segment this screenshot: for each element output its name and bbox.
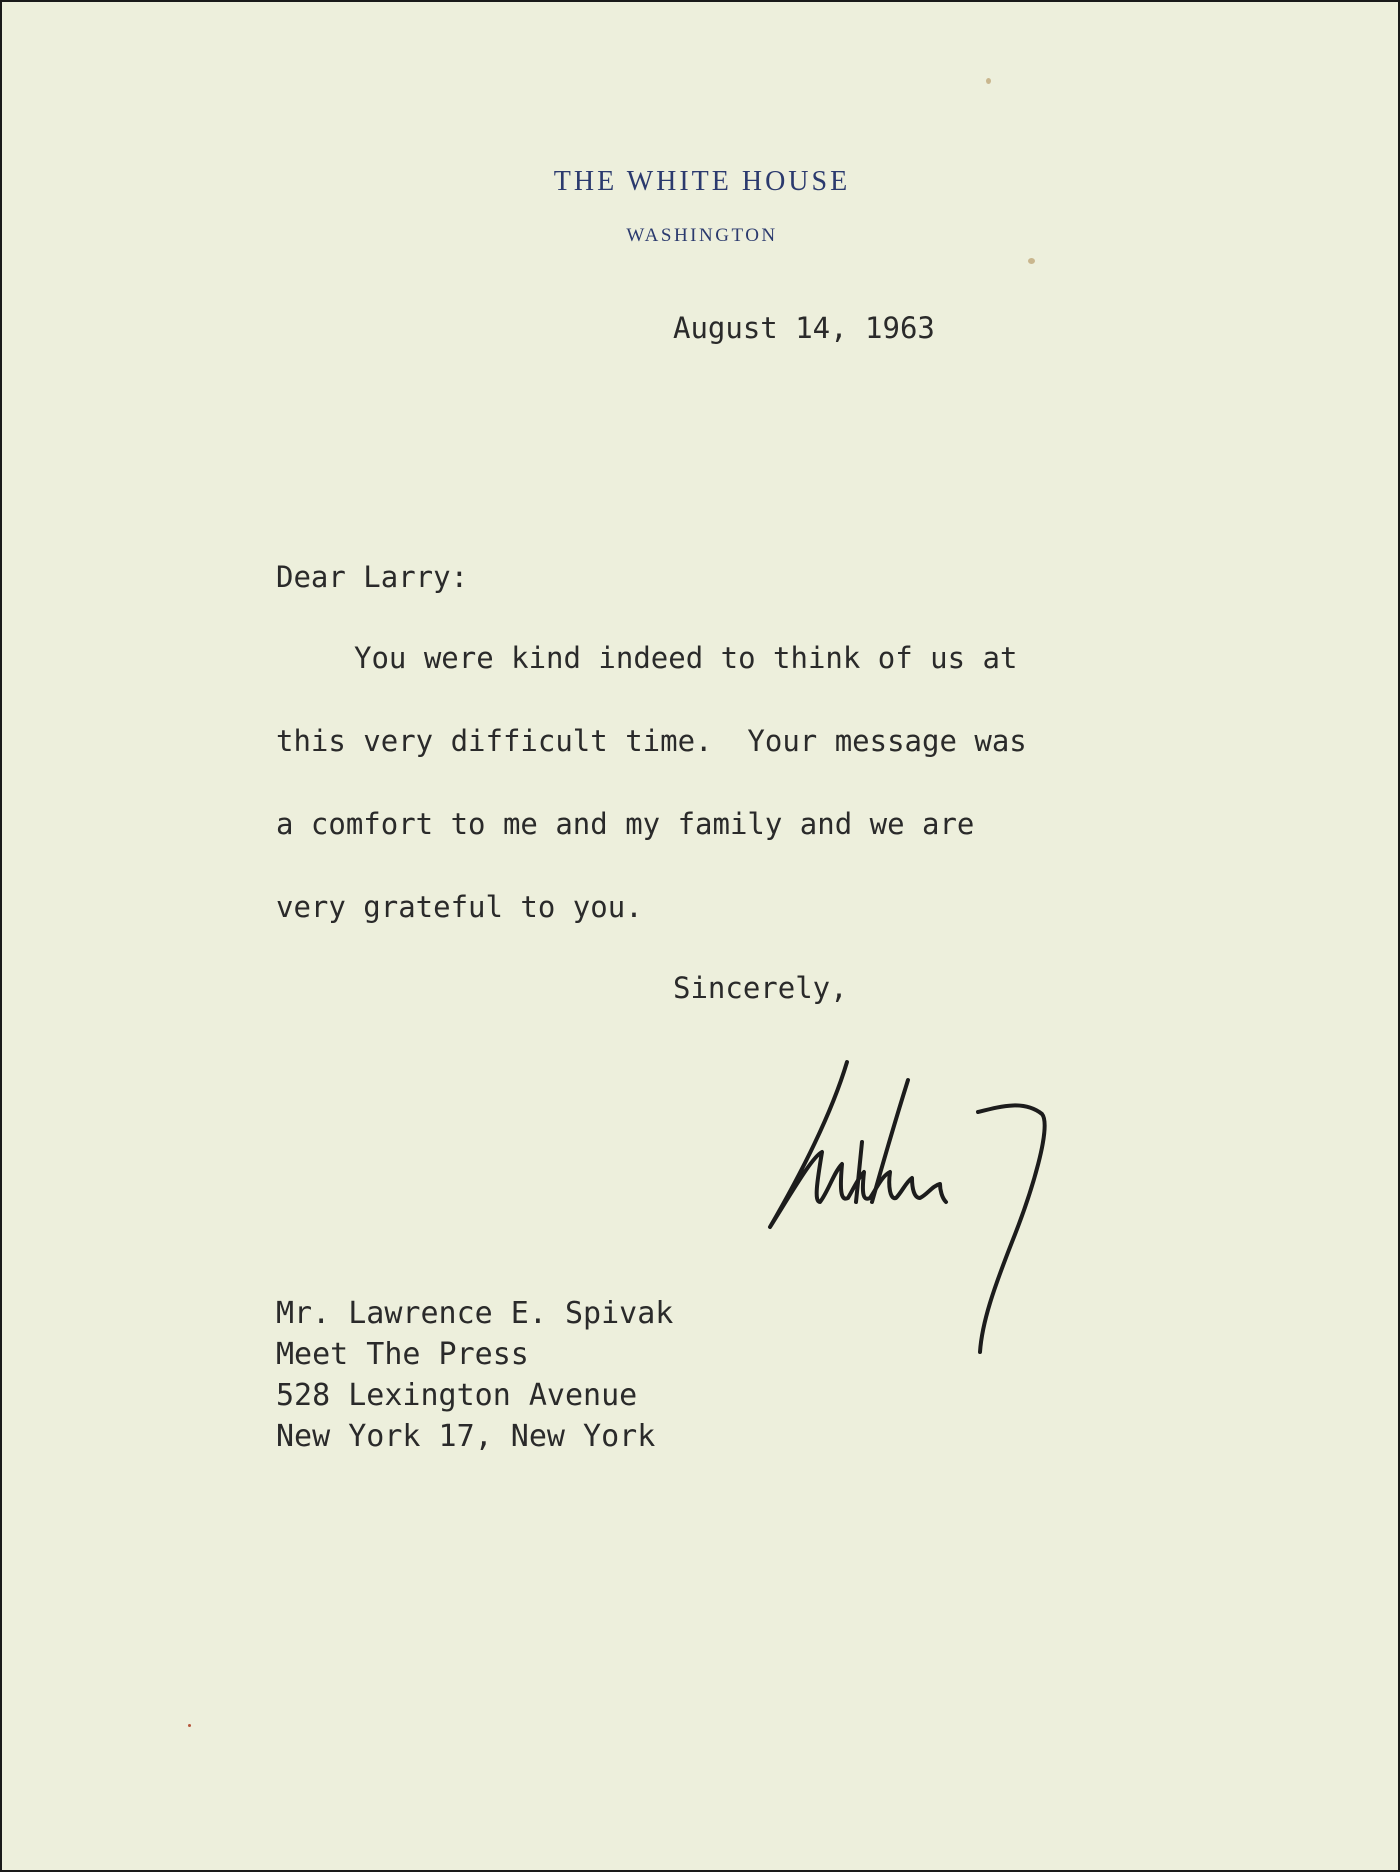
paper-speck <box>1028 258 1035 264</box>
body-line-4: very grateful to you. <box>276 890 643 924</box>
recipient-organization: Meet The Press <box>276 1337 529 1372</box>
body-line-1: You were kind indeed to think of us at <box>354 641 1018 675</box>
recipient-name: Mr. Lawrence E. Spivak <box>276 1296 674 1331</box>
letterhead-location: WASHINGTON <box>626 225 778 246</box>
recipient-street: 528 Lexington Avenue <box>276 1378 638 1413</box>
letter-date: August 14, 1963 <box>673 311 935 345</box>
body-line-3: a comfort to me and my family and we are <box>276 807 975 841</box>
letterhead-title: THE WHITE HOUSE <box>553 166 851 197</box>
closing: Sincerely, <box>673 971 848 1005</box>
paper-speck <box>986 78 991 84</box>
handwritten-signature <box>762 1052 1102 1372</box>
recipient-city: New York 17, New York <box>276 1419 656 1454</box>
paper-speck <box>188 1724 191 1727</box>
salutation: Dear Larry: <box>276 560 469 594</box>
body-line-2: this very difficult time. Your message was <box>276 724 1027 758</box>
